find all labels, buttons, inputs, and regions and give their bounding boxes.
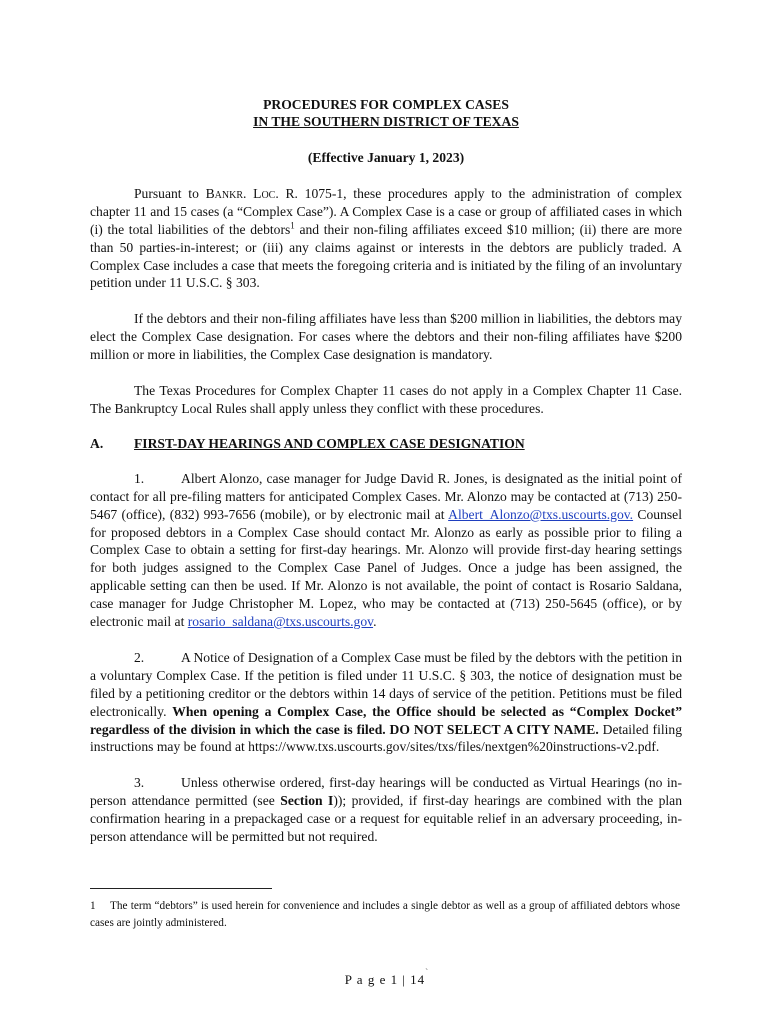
footnote-text: The term “debtors” is used herein for convenience and includes a single debtor as well as a group of affiliated debtors whose cases are jointly administered. <box>90 900 680 929</box>
item-1-number: 1. <box>134 470 145 486</box>
document-body <box>90 96 682 846</box>
title-line-1: PROCEDURES FOR COMPLEX CASES <box>263 97 509 112</box>
page-number: P a g e 1 | 14 <box>344 972 426 987</box>
title-line-2: IN THE SOUTHERN DISTRICT OF TEXAS <box>253 114 519 129</box>
intro-paragraph-3: The Texas Procedures for Complex Chapter 11 cases do not apply in a Complex Chapter 11 Case. The Bankruptcy Local Rules shall apply unless they conflict with these procedures. <box>90 383 682 416</box>
footnote <box>90 898 680 932</box>
section-title: FIRST-DAY HEARINGS AND COMPLEX CASE DESIGNATION <box>134 435 525 451</box>
complex-docket-instruction: When opening a Complex Case, the Office should be selected as “Complex Docket” regardless of the division in which the case is filed. DO NOT SELECT A CITY NAME. <box>90 703 682 737</box>
item-3-number: 3. <box>134 775 145 791</box>
rosario-saldana-email-link[interactable]: rosario_saldana@txs.uscourts.gov <box>187 614 374 630</box>
footnote-reference[interactable]: 1 <box>290 220 295 231</box>
footnote-divider <box>90 888 272 889</box>
item-2-paragraph: 2. A Notice of Designation of a Complex Case must be filed by the debtors with the petition in a voluntary Complex Case. If the petition is filed under 11 U.S.C. § 303, the notice of designation must be filed by a petitioning creditor or the debtors within 14 days of service of the petition. Petitions must be filed electronically. When opening a Complex Case, the Office should be selected as “Complex Docket” regardless of the division in which the case is filed. DO NOT SELECT A CITY NAME. Detailed filing instructions may be found at https://www.txs.uscourts.gov/sites/txs/files/nextgen%20instructions-v2.pdf. <box>90 649 683 755</box>
bankr-loc-citation: Bankr. Loc. <box>205 185 279 201</box>
effective-date: (Effective January 1, 2023) <box>307 150 465 165</box>
item-3-paragraph: 3. Unless otherwise ordered, first-day hearings will be conducted as Virtual Hearings (no in-person attendance permitted (see Section I)); provided, if first-day hearings are combined with the plan confirmation hearing in a prepackaged case or a request for equitable relief in an adversary proceeding, in-person attendance will be permitted but not required. <box>90 775 682 845</box>
section-letter: A. <box>90 435 104 451</box>
section-a-heading <box>90 435 682 453</box>
item-2-number: 2. <box>134 649 145 665</box>
item-1-paragraph: 1. Albert Alonzo, case manager for Judge David R. Jones, is designated as the initial point of contact for all pre-filing matters for anticipated Complex Cases. Mr. Alonzo may be contacted at (713) 250-5467 (office), (832) 993-7656 (mobile), or by electronic mail at Albert_Alonzo@txs.uscourts.gov. Counsel for proposed debtors in a Complex Case should contact Mr. Alonzo as early as possible prior to filing a Complex Case to obtain a setting for first-day hearings. Mr. Alonzo will provide first-day hearing settings for both judges assigned to the Complex Case Panel of Judges. Once a judge has been assigned, the applicable setting can then be used. If Mr. Alonzo is not available, the point of contact is Rosario Saldana, case manager for Judge Christopher M. Lopez, who may be contacted at (713) 250-5645 (office), or by electronic mail at rosario_saldana@txs.uscourts.gov. <box>90 470 682 630</box>
section-i-reference: Section I <box>280 793 334 809</box>
document-title <box>90 96 682 130</box>
footnote-mark: 1 <box>90 900 96 912</box>
albert-alonzo-email-link[interactable]: Albert_Alonzo@txs.uscourts.gov. <box>448 506 634 522</box>
footer-mark: ` <box>425 968 429 979</box>
intro-paragraph-2: If the debtors and their non-filing affiliates have less than $200 million in liabilities, the debtors may elect the Complex Case designation. For cases where the debtors and their non-filing affiliates have $200 million or more in liabilities, the Complex Case designation is mandatory. <box>90 311 682 363</box>
intro-paragraph-1: Pursuant to Bankr. Loc. R. 1075-1, these procedures apply to the administration of complex chapter 11 and 15 cases (a “Complex Case”). A Complex Case is a case or group of affiliated cases in which (i) the total liabilities of the debtors$^1$ and their non-filing affiliates exceed $10 million; (ii) there are more than 50 parties-in-interest; or (iii) any claims against or interests in the debtors are publicly traded. A Complex Case includes a case that meets the foregoing criteria and is initiated by the filing of an involuntary petition under 11 U.S.C. § 303. <box>90 185 682 291</box>
